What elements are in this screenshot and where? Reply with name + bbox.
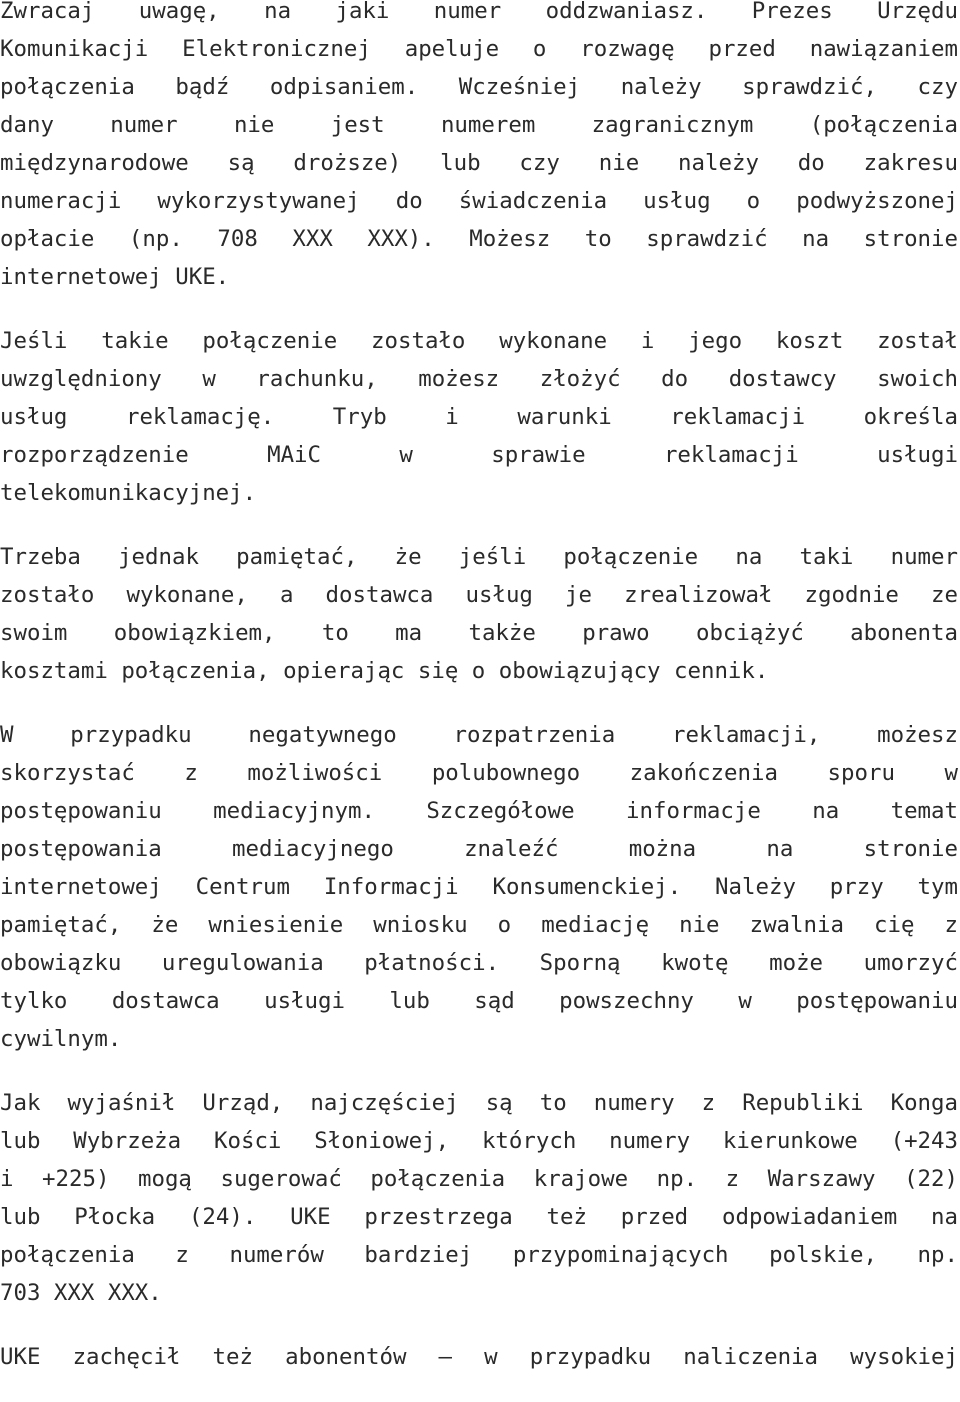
text-line: telekomunikacyjnej. (0, 480, 257, 506)
text-line: postępowania mediacyjnego znaleźć można na stronie (0, 836, 958, 862)
paragraph-2 (0, 322, 960, 512)
text-line: swoim obowiązkiem, to ma także prawo obciążyć abonenta (0, 620, 958, 646)
text-line: W przypadku negatywnego rozpatrzenia reklamacji, możesz (0, 722, 958, 748)
paragraph-6 (0, 1338, 960, 1376)
paragraph-3 (0, 538, 960, 690)
text-line: połączenia bądź odpisaniem. Wcześniej należy sprawdzić, czy (0, 74, 958, 100)
paragraph-1 (0, 0, 960, 296)
text-line: uwzględniony w rachunku, możesz złożyć do dostawcy swoich (0, 366, 958, 392)
text-line: rozporządzenie MAiC w sprawie reklamacji usługi (0, 442, 958, 468)
text-line: numeracji wykorzystywanej do świadczenia usług o podwyższonej (0, 188, 958, 214)
text-line: 703 XXX XXX. (0, 1280, 162, 1306)
text-line: zostało wykonane, a dostawca usług je zrealizował zgodnie ze (0, 582, 958, 608)
text-line: lub Wybrzeża Kości Słoniowej, których numery kierunkowe (+243 (0, 1128, 958, 1154)
text-line: tylko dostawca usługi lub sąd powszechny w postępowaniu (0, 988, 958, 1014)
text-line: skorzystać z możliwości polubownego zakończenia sporu w (0, 760, 958, 786)
text-line: usług reklamację. Tryb i warunki reklamacji określa (0, 404, 958, 430)
text-line: pamiętać, że wniesienie wniosku o mediację nie zwalnia cię z (0, 912, 958, 938)
text-line: Trzeba jednak pamiętać, że jeśli połączenie na taki numer (0, 544, 958, 570)
text-line: lub Płocka (24). UKE przestrzega też przed odpowiadaniem na (0, 1204, 958, 1230)
text-line: internetowej UKE. (0, 264, 230, 290)
text-line: Zwracaj uwagę, na jaki numer oddzwaniasz. Prezes Urzędu (0, 0, 958, 24)
text-line: cywilnym. (0, 1026, 122, 1052)
text-line: UKE zachęcił też abonentów – w przypadku naliczenia wysokiej (0, 1344, 958, 1370)
text-line: internetowej Centrum Informacji Konsumenckiej. Należy przy tym (0, 874, 958, 900)
text-line: międzynarodowe są droższe) lub czy nie należy do zakresu (0, 150, 958, 176)
text-line: opłacie (np. 708 XXX XXX). Możesz to sprawdzić na stronie (0, 226, 958, 252)
text-line: dany numer nie jest numerem zagranicznym (połączenia (0, 112, 958, 138)
text-line: Jak wyjaśnił Urząd, najczęściej są to numery z Republiki Konga (0, 1090, 958, 1116)
text-line: kosztami połączenia, opierając się o obowiązujący cennik. (0, 658, 769, 684)
text-line: obowiązku uregulowania płatności. Sporną kwotę może umorzyć (0, 950, 958, 976)
paragraph-5 (0, 1084, 960, 1312)
text-line: postępowaniu mediacyjnym. Szczegółowe informacje na temat (0, 798, 958, 824)
text-line: połączenia z numerów bardziej przypominających polskie, np. (0, 1242, 958, 1268)
text-line: Jeśli takie połączenie zostało wykonane i jego koszt został (0, 328, 958, 354)
text-line: Komunikacji Elektronicznej apeluje o rozwagę przed nawiązaniem (0, 36, 958, 62)
text-line: i +225) mogą sugerować połączenia krajowe np. z Warszawy (22) (0, 1166, 958, 1192)
paragraph-4 (0, 716, 960, 1058)
